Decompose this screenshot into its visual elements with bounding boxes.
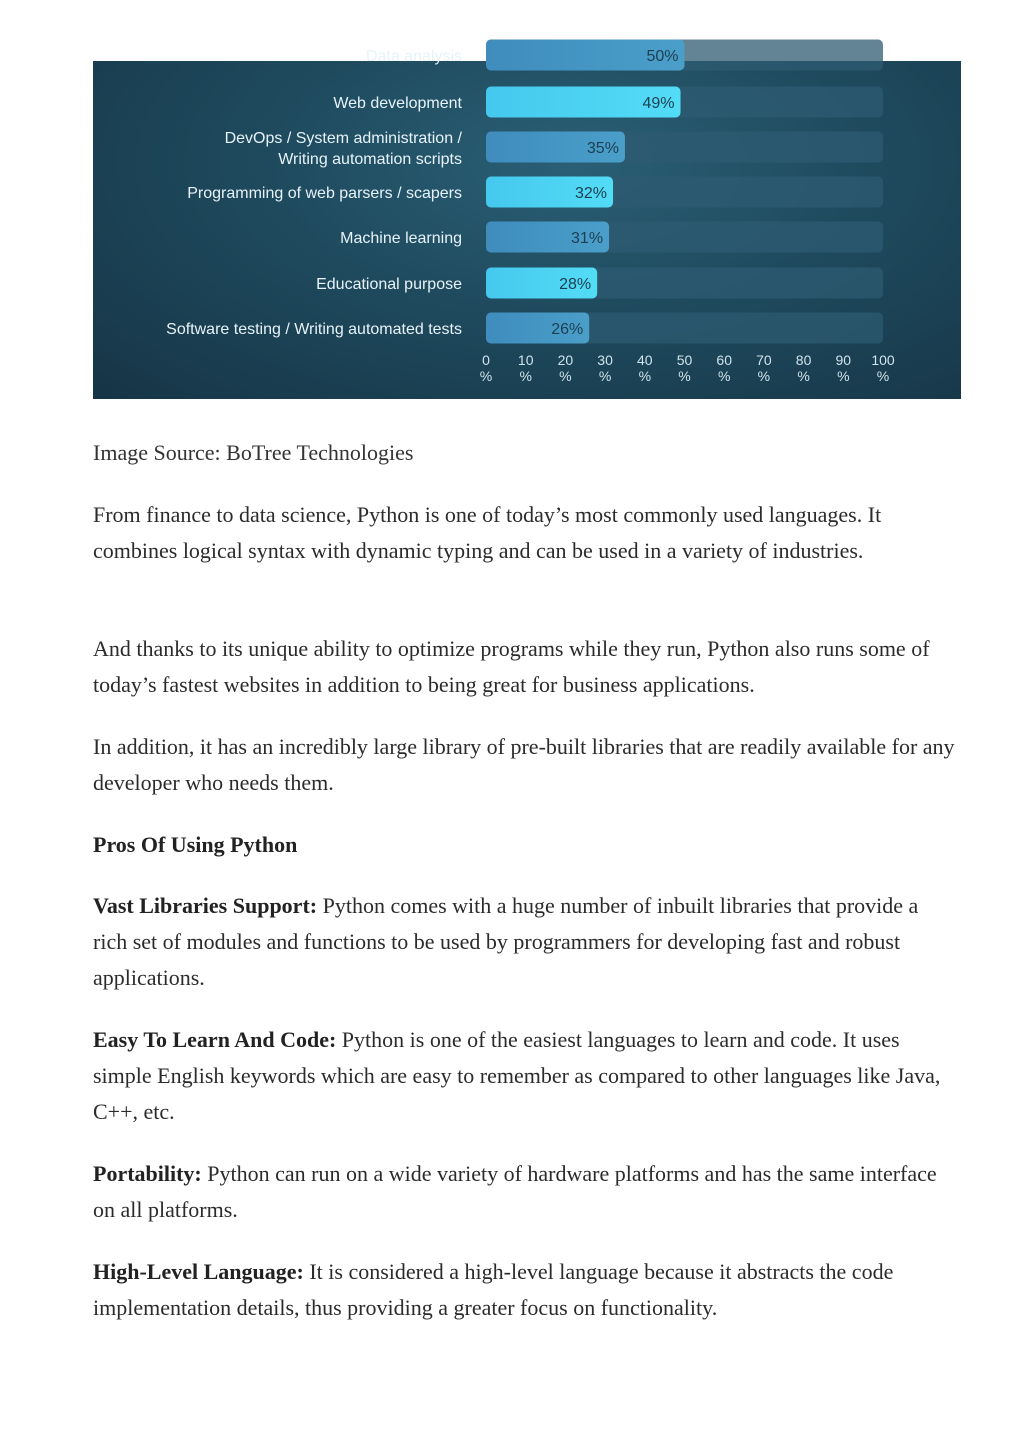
- pro-item: [93, 888, 955, 996]
- x-tick-label: 40: [637, 352, 653, 368]
- x-tick-label: 50: [676, 352, 693, 368]
- paragraph-intro: From finance to data science, Python is one of today’s most commonly used languages. It combines logical syntax with dynamic typing and can be used in a variety of industries.: [93, 502, 882, 563]
- x-tick-unit: %: [717, 368, 731, 384]
- data-label: 28%: [559, 276, 592, 293]
- x-tick-unit: %: [479, 368, 493, 384]
- x-tick-unit: %: [797, 368, 810, 384]
- paragraph-optimize: And thanks to its unique ability to optimize programs while they run, Python also runs some of today’s fastest websites in addition to being great for business applications.: [93, 636, 930, 697]
- data-label: 35%: [586, 140, 619, 157]
- x-tick-unit: %: [876, 368, 890, 384]
- x-tick-label: 70: [756, 352, 772, 368]
- x-tick-label: 10: [517, 352, 534, 368]
- x-tick-label: 100: [871, 352, 895, 368]
- category-label: Programming of web parsers / scapers: [187, 185, 462, 202]
- x-tick-label: 0: [482, 352, 490, 368]
- data-label: 32%: [575, 185, 608, 202]
- category-label: Machine learning: [340, 230, 462, 247]
- x-tick-unit: %: [559, 368, 572, 384]
- bar-chart-svg: [93, 48, 961, 399]
- pro-term: Easy To Learn And Code:: [93, 1027, 337, 1052]
- pro-text: Python comes with a huge number of inbuilt libraries that provide a rich set of modules and functions to be used by programmers for developing fast and robust applications.: [93, 893, 919, 990]
- x-tick-label: 80: [795, 352, 812, 368]
- data-label: 49%: [642, 95, 675, 112]
- data-label: 26%: [551, 321, 584, 338]
- x-tick-label: 30: [597, 352, 613, 368]
- paragraph-libraries: In addition, it has an incredibly large library of pre-built libraries that are readily available for any developer who needs them.: [93, 734, 955, 795]
- pros-heading: Pros Of Using Python: [93, 832, 298, 857]
- pro-text: Python is one of the easiest languages to learn and code. It uses simple English keywords which are easy to remember as compared to other languages like Java, C++, etc.: [93, 1027, 941, 1124]
- pro-item: [93, 1156, 955, 1228]
- pro-text: Python can run on a wide variety of hardware platforms and has the same interface on all platforms.: [93, 1161, 937, 1222]
- python-usage-chart: [93, 48, 961, 399]
- pro-term: Portability:: [93, 1161, 202, 1186]
- pro-term: Vast Libraries Support:: [93, 893, 318, 918]
- image-caption: Image Source: BoTree Technologies: [93, 440, 414, 465]
- pro-item: [93, 1022, 955, 1130]
- x-tick-unit: %: [598, 368, 612, 384]
- pro-item: [93, 1254, 955, 1326]
- category-label: Data analysis: [365, 48, 462, 65]
- category-label: Web development: [333, 95, 462, 112]
- category-label: DevOps / System administration / Writing automation scripts: [224, 130, 462, 168]
- data-label: 31%: [571, 230, 604, 247]
- category-label: Educational purpose: [316, 276, 462, 293]
- x-tick-label: 60: [716, 352, 732, 368]
- x-tick-unit: %: [678, 368, 691, 384]
- x-tick-unit: %: [837, 368, 850, 384]
- x-tick-unit: %: [757, 368, 771, 384]
- x-tick-unit: %: [519, 368, 532, 384]
- category-label: Software testing / Writing automated tests: [166, 321, 462, 338]
- x-tick-label: 20: [557, 352, 574, 368]
- pro-text: It is considered a high-level language because it abstracts the code implementation details, thus providing a greater focus on functionality.: [93, 1259, 894, 1320]
- x-tick-unit: %: [638, 368, 652, 384]
- x-tick-label: 90: [835, 352, 852, 368]
- pro-term: High-Level Language:: [93, 1259, 304, 1284]
- data-label: 50%: [646, 48, 679, 65]
